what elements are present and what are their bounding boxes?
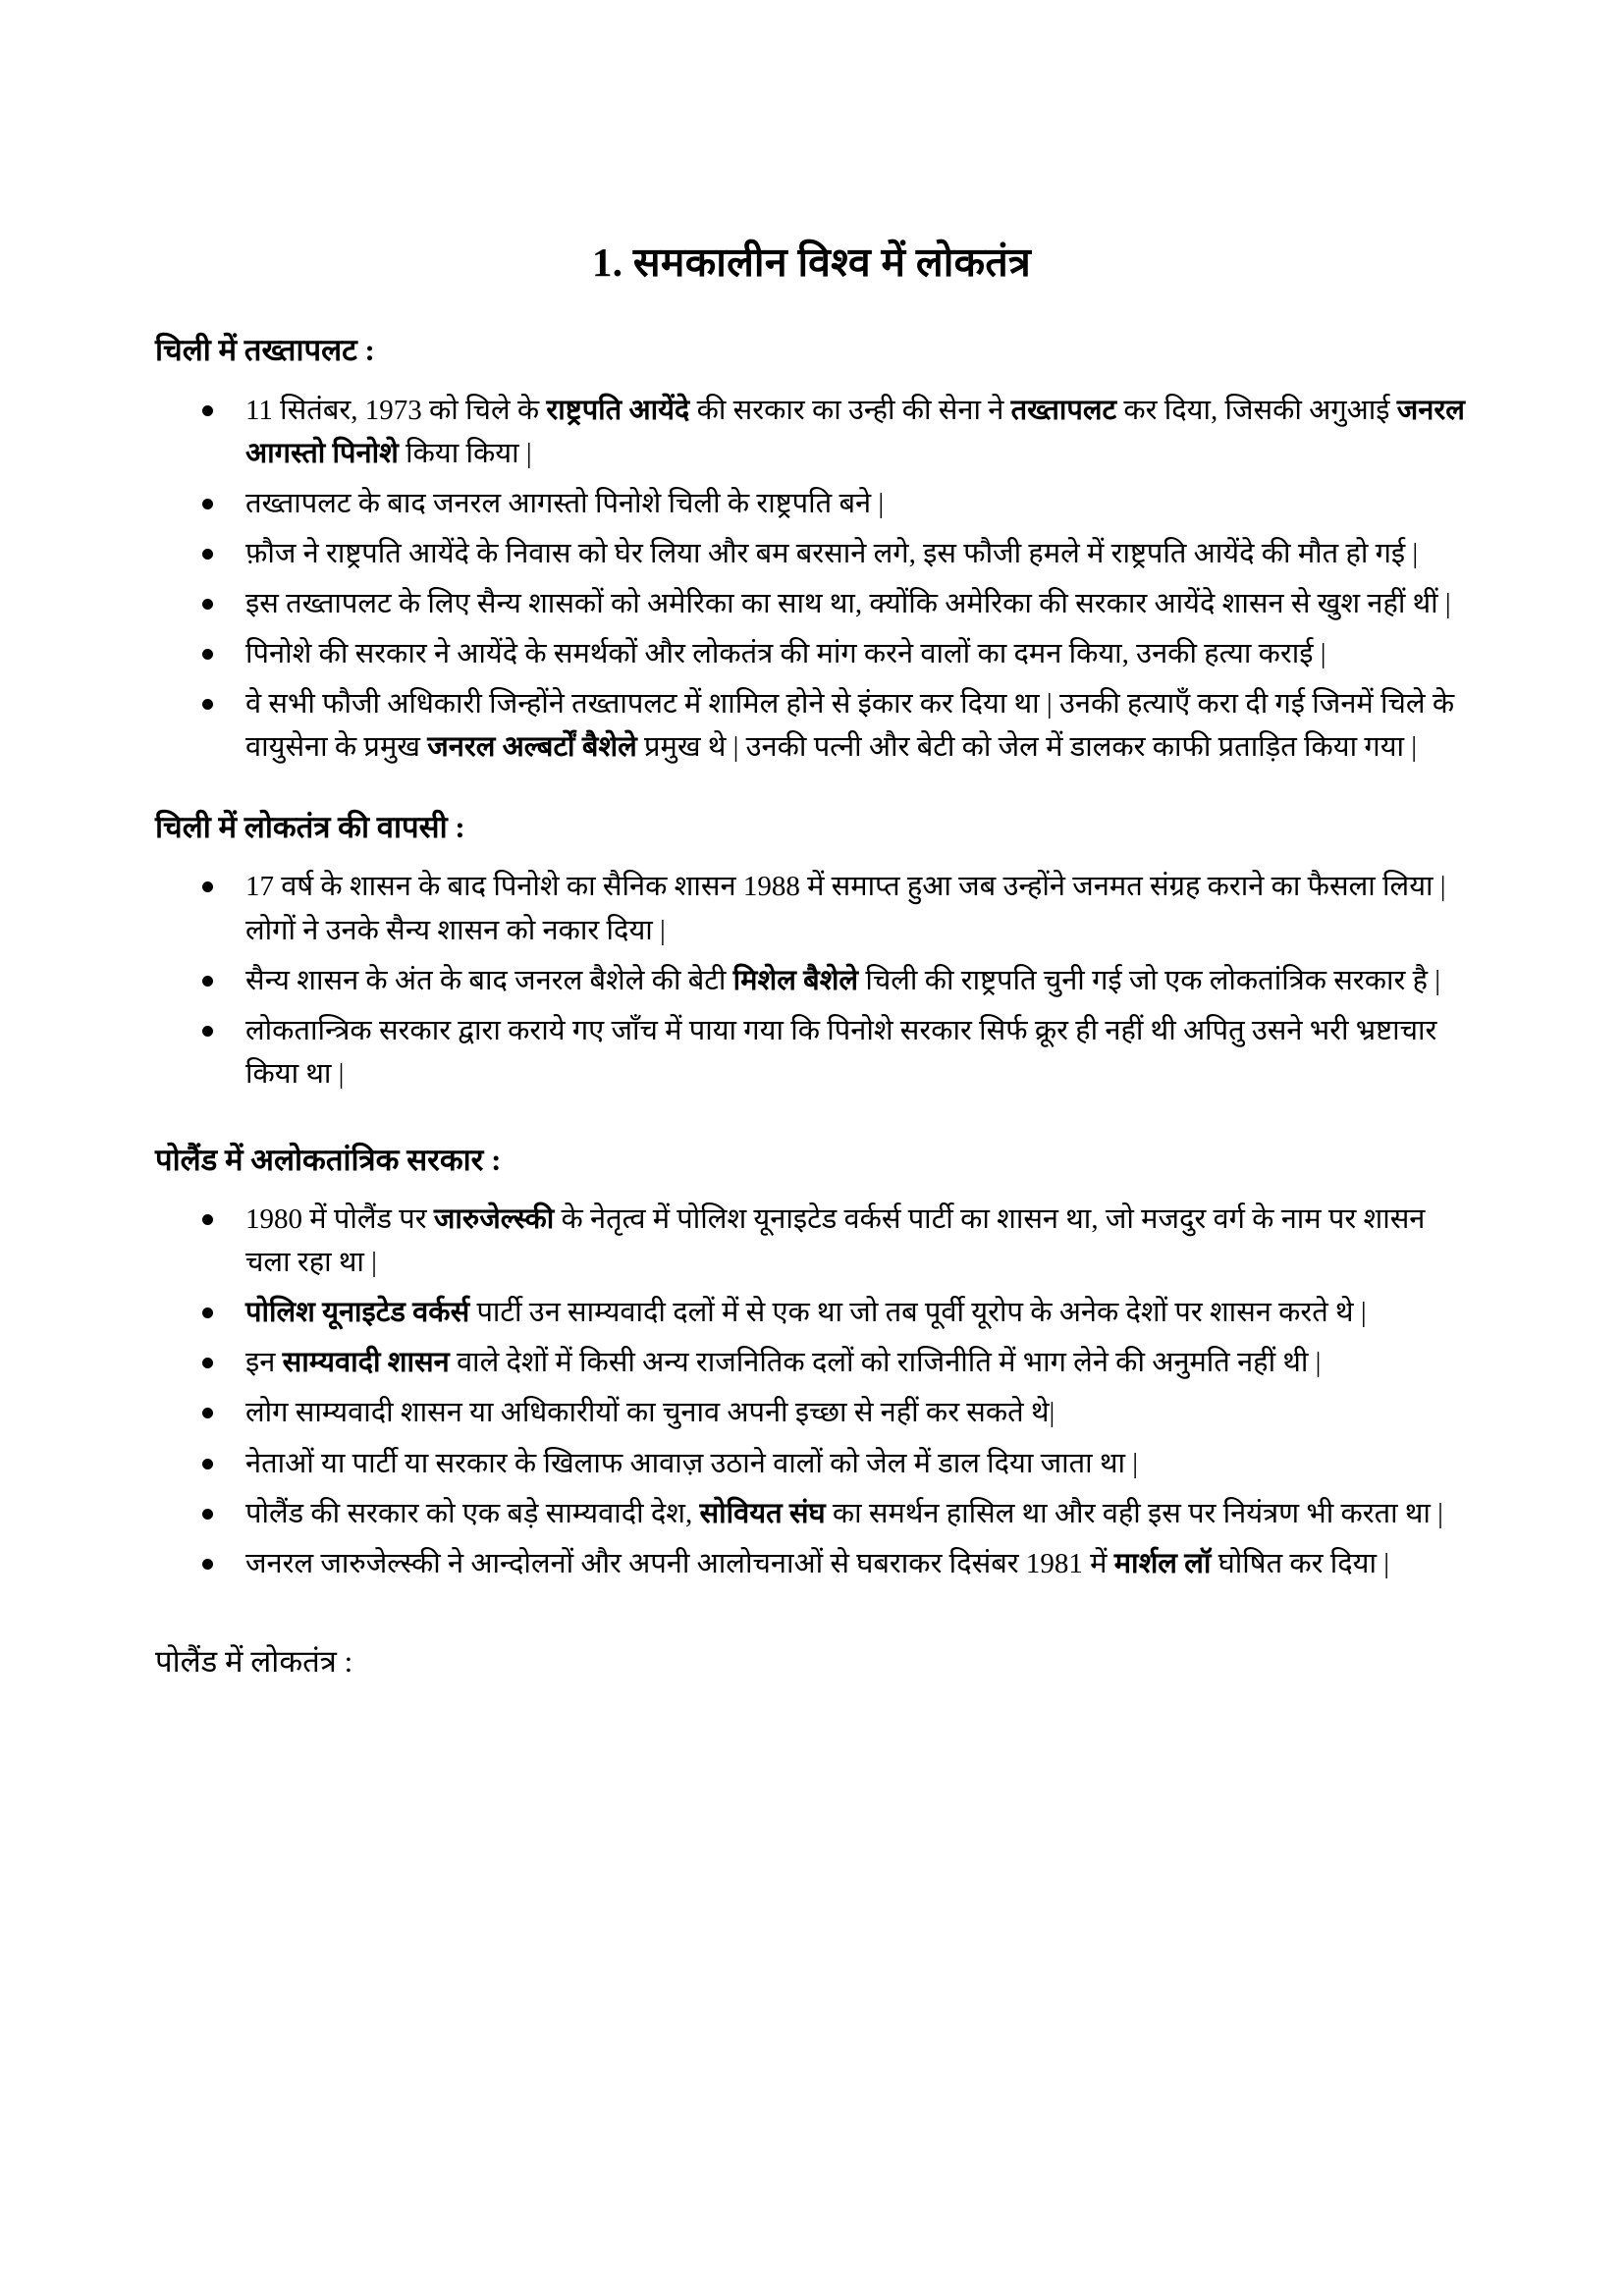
page-title: 1. समकालीन विश्व में लोकतंत्र — [591, 240, 1032, 285]
bullet-list — [147, 389, 1476, 770]
sections-container — [147, 331, 1476, 1682]
list-item — [187, 1198, 1476, 1284]
body-text: 17 वर्ष के शासन के बाद पिनोशे का सैनिक शासन 1988 में समाप्त हुआ जब उन्होंने जनमत संग्रह कराने का फैसला लिया | लोगों ने उनके सैन्य शासन को नकार दिया | — [245, 871, 1446, 946]
section-heading: चिली में तख्तापलट : — [155, 333, 375, 368]
section-heading: पोलैंड में लोकतंत्र : — [155, 1643, 353, 1679]
body-text: किया किया | — [398, 437, 532, 469]
body-text: पिनोशे की सरकार ने आयेंदे के समर्थकों और लोकतंत्र की मांग करने वालों का दमन किया, उनकी हत्या कराई | — [245, 637, 1326, 669]
list-item — [187, 865, 1476, 951]
body-text: प्रमुख थे | उनकी पत्नी और बेटी को जेल में डालकर काफी प्रताड़ित किया गया | — [636, 731, 1418, 764]
list-item — [187, 1442, 1476, 1485]
emphasis-text: राष्ट्रपति आयेंदे — [546, 394, 690, 426]
body-text: फ़ौज ने राष्ट्रपति आयेंदे के निवास को घेर लिया और बम बरसाने लगे, इस फौजी हमले में राष्ट्रपति आयेंदे की मौत हो गई | — [245, 537, 1419, 569]
body-text: लोकतान्त्रिक सरकार द्वारा कराये गए जाँच में पाया गया कि पिनोशे सरकार सिर्फ क्रूर ही नहीं थी अपितु उसने भरी भ्रष्टाचार किया था | — [245, 1014, 1437, 1090]
emphasis-text: तख्तापलट — [1010, 394, 1117, 426]
bullet-list — [147, 865, 1476, 1095]
list-item — [187, 682, 1476, 769]
body-text: तख्तापलट के बाद जनरल आगस्तो पिनोशे चिली के राष्ट्रपति बने | — [245, 487, 885, 519]
body-text: पार्टी उन साम्यवादी दलों में से एक था जो तब पूर्वी यूरोप के अनेक देशों पर शासन करते थे | — [469, 1297, 1367, 1329]
list-item — [187, 1542, 1476, 1585]
list-item — [187, 1291, 1476, 1334]
body-text: वाले देशों में किसी अन्य राजनितिक दलों को राजिनीति में भाग लेने की अनुमति नहीं थी | — [449, 1347, 1322, 1379]
emphasis-text: सोवियत संघ — [699, 1497, 826, 1529]
emphasis-text: जनरल आगस्तो पिनोशे — [245, 394, 1465, 469]
emphasis-text: जनरल अल्बर्टों बैशेले — [427, 731, 637, 764]
body-text: इन — [245, 1347, 283, 1379]
body-text: की सरकार का उन्ही की सेना ने — [689, 394, 1011, 426]
emphasis-text: मिशेल बैशेले — [732, 964, 859, 996]
body-text: पोलैंड की सरकार को एक बड़े साम्यवादी देश, — [245, 1497, 700, 1529]
list-item — [187, 1492, 1476, 1535]
body-text: घोषित कर दिया | — [1211, 1547, 1390, 1579]
body-text: 1980 में पोलैंड पर — [245, 1203, 434, 1236]
emphasis-text: जारुजेल्स्की — [433, 1203, 555, 1236]
list-item — [187, 389, 1476, 475]
body-text: जनरल जारुजेल्स्की ने आन्दोलनों और अपनी आलोचनाओं से घबराकर दिसंबर 1981 में — [245, 1547, 1114, 1579]
list-item — [187, 482, 1476, 525]
body-text: कर दिया, जिसकी अगुआई — [1116, 394, 1397, 426]
body-text: का समर्थन हासिल था और वही इस पर नियंत्रण भी करता था | — [825, 1497, 1443, 1529]
list-item — [187, 632, 1476, 675]
body-text: नेताओं या पार्टी या सरकार के खिलाफ आवाज़ उठाने वालों को जेल में डाल दिया जाता था | — [245, 1447, 1139, 1479]
section-heading: चिली में लोकतंत्र की वापसी : — [155, 810, 465, 845]
list-item — [187, 1391, 1476, 1434]
body-text: इस तख्तापलट के लिए सैन्य शासकों को अमेरिका का साथ था, क्योंकि अमेरिका की सरकार आयेंदे शासन से खुश नहीं थीं | — [245, 587, 1451, 619]
list-item — [187, 532, 1476, 575]
body-text: वे सभी फौजी अधिकारी जिन्होंने तख्तापलट में शामिल होने से इंकार कर दिया था | उनकी हत्याएँ करा दी गई जिनमें चिले के वायुसेना के प्रमुख — [245, 688, 1455, 764]
list-item — [187, 959, 1476, 1002]
emphasis-text: पोलिश यूनाइटेड वर्कर्स — [245, 1297, 470, 1329]
body-text: चिली की राष्ट्रपति चुनी गई जो एक लोकतांत्रिक सरकार है | — [858, 964, 1441, 996]
body-text: लोग साम्यवादी शासन या अधिकारीयों का चुनाव अपनी इच्छा से नहीं कर सकते थे| — [245, 1397, 1055, 1429]
emphasis-text: मार्शल लॉ — [1113, 1547, 1212, 1579]
bullet-list — [147, 1198, 1476, 1585]
body-text: के नेतृत्व में पोलिश यूनाइटेड वर्कर्स पार्टी का शासन था, जो मजदुर वर्ग के नाम पर शासन चला रहा था | — [245, 1203, 1426, 1279]
list-item — [187, 1009, 1476, 1095]
body-text: 11 सितंबर, 1973 को चिले के — [245, 394, 547, 426]
body-text: सैन्य शासन के अंत के बाद जनरल बैशेले की बेटी — [245, 964, 733, 996]
emphasis-text: साम्यवादी शासन — [282, 1347, 450, 1379]
list-item — [187, 582, 1476, 625]
list-item — [187, 1341, 1476, 1384]
section-heading: पोलैंड में अलोकतांत्रिक सरकार : — [155, 1142, 502, 1177]
